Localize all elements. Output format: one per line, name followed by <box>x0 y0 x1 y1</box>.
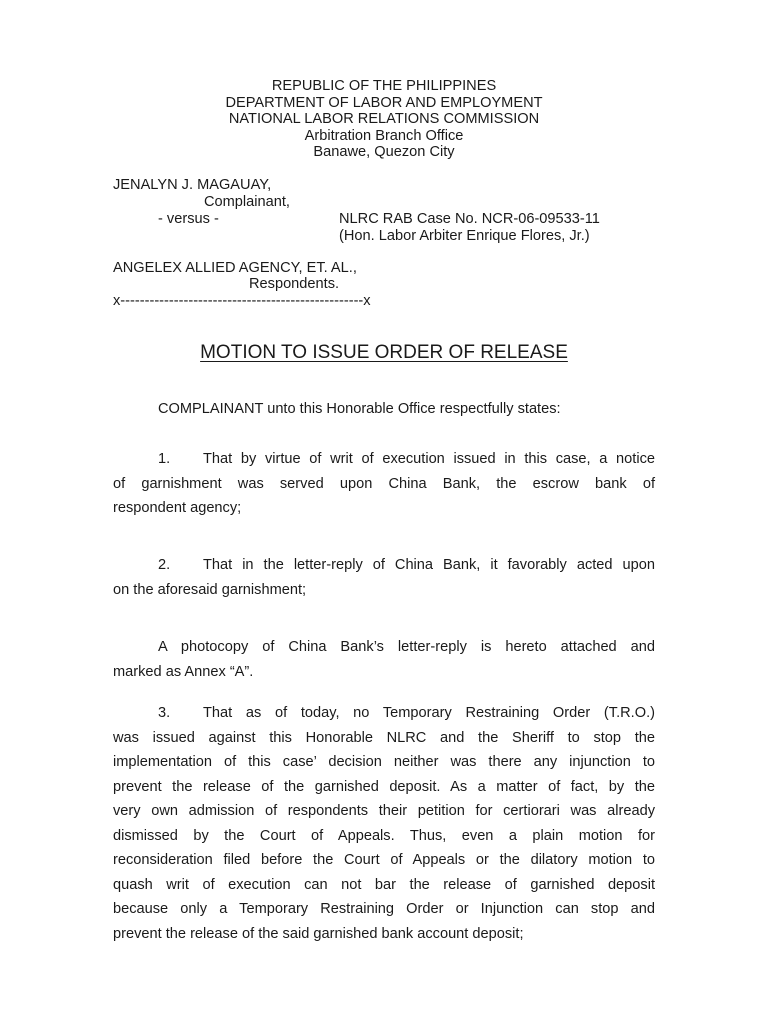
paragraph-text: respondent agency; <box>113 500 242 516</box>
caption-divider: x--------------------------------------------------x <box>113 293 371 309</box>
paragraph-text: That by virtue of writ of execution issued in this case, a notice <box>203 451 655 467</box>
paragraph-number: 3. <box>158 705 171 721</box>
paragraph-text: implementation of this case’ decision neither was there any injunction to <box>113 754 655 770</box>
paragraph-text: of garnishment was served upon China Bank, the escrow bank of <box>113 475 655 492</box>
paragraph-text: very own admission of respondents their petition for certiorari was already <box>113 803 655 819</box>
paragraph-2 <box>113 553 655 602</box>
paragraph-number: 1. <box>158 451 171 467</box>
paragraph-text: prevent the release of the garnished deposit. As a matter of fact, by the <box>113 778 655 795</box>
complainant-name: JENALYN J. MAGAUAY, <box>113 177 272 193</box>
labor-arbiter: (Hon. Labor Arbiter Enrique Flores, Jr.) <box>339 228 590 244</box>
header-line-department: DEPARTMENT OF LABOR AND EMPLOYMENT <box>225 94 543 111</box>
header-line-location: Banawe, Quezon City <box>313 144 455 160</box>
paragraph-text: That as of today, no Temporary Restraining Order (T.R.O.) <box>203 705 655 721</box>
header-line-branch: Arbitration Branch Office <box>304 127 464 144</box>
paragraph-text: because only a Temporary Restraining Order or Injunction can stop and <box>113 901 655 917</box>
respondent-name: ANGELEX ALLIED AGENCY, ET. AL., <box>113 260 357 276</box>
intro-statement: COMPLAINANT unto this Honorable Office respectfully states: <box>158 401 561 417</box>
paragraph-text: marked as Annex “A”. <box>113 663 254 680</box>
paragraph-3 <box>113 701 655 946</box>
paragraph-text: dismissed by the Court of Appeals. Thus, even a plain motion for <box>113 827 655 844</box>
respondent-role: Respondents. <box>249 276 340 292</box>
paragraph-text: That in the letter-reply of China Bank, it favorably acted upon <box>203 557 655 573</box>
header-line-commission: NATIONAL LABOR RELATIONS COMMISSION <box>228 111 540 127</box>
paragraph-text: prevent the release of the said garnished bank account deposit; <box>113 925 524 942</box>
paragraph-text: was issued against this Honorable NLRC and the Sheriff to stop the <box>113 729 655 746</box>
paragraph-text: quash writ of execution can not bar the release of garnished deposit <box>113 876 655 893</box>
header-line-republic: REPUBLIC OF THE PHILIPPINES <box>271 78 497 94</box>
document-title: MOTION TO ISSUE ORDER OF RELEASE <box>200 342 568 363</box>
document-header <box>0 78 768 161</box>
paragraph-text: on the aforesaid garnishment; <box>113 581 307 598</box>
paragraph-text: A photocopy of China Bank’s letter-reply is hereto attached and <box>158 639 655 655</box>
versus-label: - versus - <box>158 211 219 227</box>
annex-paragraph <box>113 635 655 684</box>
paragraph-text: reconsideration filed before the Court of Appeals or the dilatory motion to <box>113 852 655 868</box>
paragraph-1 <box>113 447 655 521</box>
paragraph-number: 2. <box>158 557 171 573</box>
complainant-role: Complainant, <box>204 194 290 210</box>
case-number: NLRC RAB Case No. NCR-06-09533-11 <box>339 211 600 227</box>
